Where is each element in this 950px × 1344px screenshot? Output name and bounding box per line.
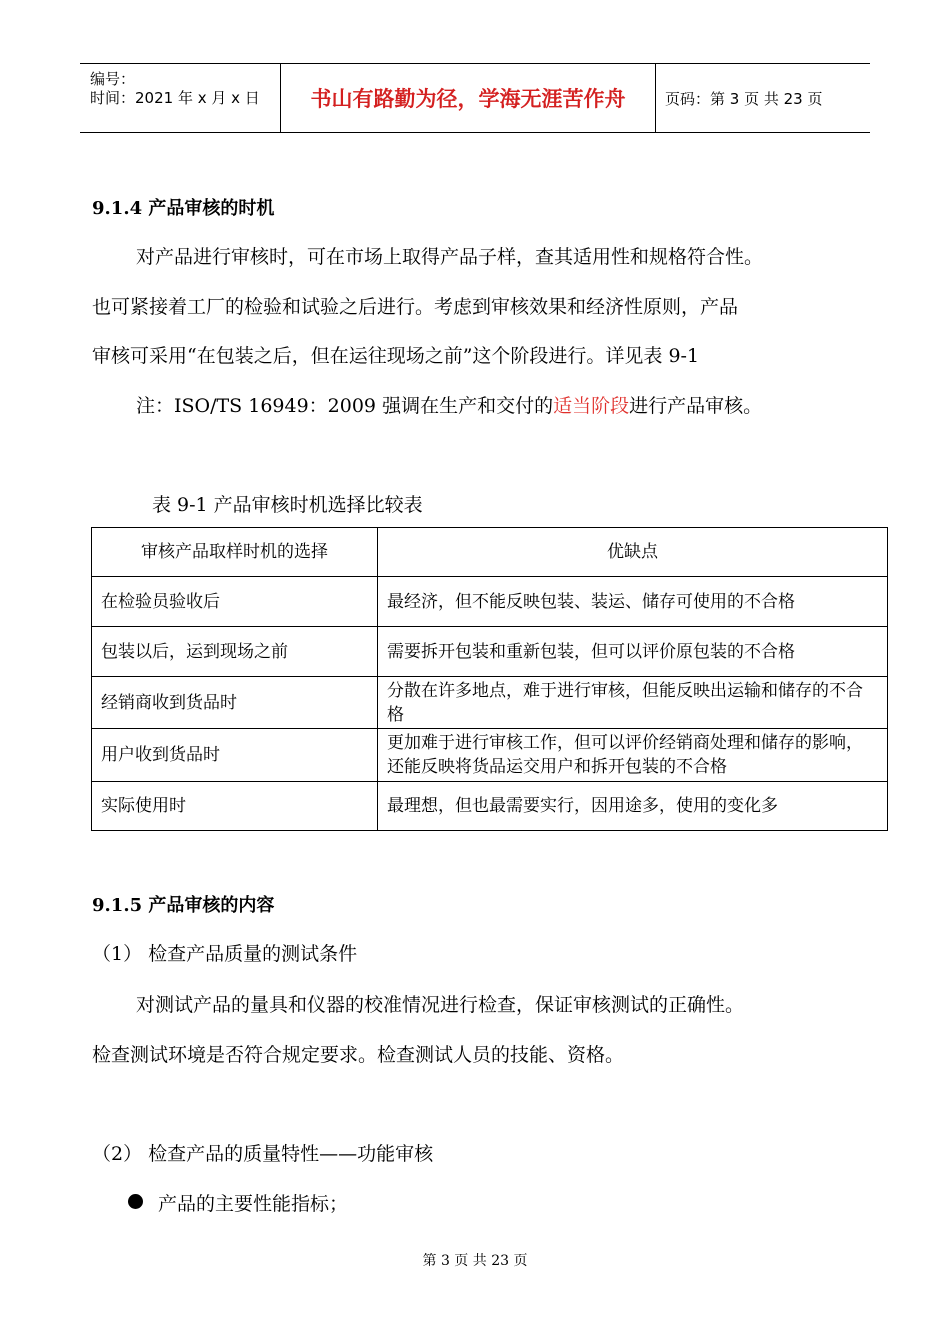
note-highlight: 适当阶段 <box>553 395 630 417</box>
section-heading-914: 9.1.4 产品审核的时机 <box>92 198 275 219</box>
note-paragraph <box>136 391 762 418</box>
table-header-row <box>92 528 888 577</box>
header-motto: 书山有路勤为径，学海无涯苦作舟 <box>280 64 656 132</box>
table-cell: 最理想，但也最需要实行，因用途多，使用的变化多 <box>378 782 888 831</box>
table-row <box>92 729 888 782</box>
paragraph-line: 对产品进行审核时，可在市场上取得产品子样，查其适用性和规格符合性。 <box>136 246 764 268</box>
header-page-info: 页码：第 3 页 共 23 页 <box>665 89 823 108</box>
comparison-table <box>91 527 888 831</box>
table-caption: 表 9-1 产品审核时机选择比较表 <box>152 494 423 516</box>
table-row <box>92 627 888 677</box>
note-suffix: 进行产品审核。 <box>629 395 763 417</box>
number-label: 编号： <box>90 70 136 88</box>
paragraph-line: 检查测试环境是否符合规定要求。检查测试人员的技能、资格。 <box>92 1044 625 1066</box>
header-meta <box>80 64 280 132</box>
table-cell: 更加难于进行审核工作，但可以评价经销商处理和储存的影响，还能反映将货品运交用户和拆开包装的不合格 <box>378 729 888 782</box>
section-heading-915: 9.1.5 产品审核的内容 <box>92 895 275 916</box>
table-row <box>92 677 888 729</box>
time-label: 时间：2021 年 x 月 x 日 <box>90 89 260 107</box>
table-cell: 实际使用时 <box>92 782 378 831</box>
table-row <box>92 782 888 831</box>
paragraph-line: 对测试产品的量具和仪器的校准情况进行检查，保证审核测试的正确性。 <box>136 994 745 1016</box>
table-cell: 经销商收到货品时 <box>92 677 378 729</box>
table-cell: 需要拆开包装和重新包装，但可以评价原包装的不合格 <box>378 627 888 677</box>
table-cell: 用户收到货品时 <box>92 729 378 782</box>
table-cell: 包装以后，运到现场之前 <box>92 627 378 677</box>
bullet-icon <box>128 1194 143 1209</box>
table-row <box>92 577 888 627</box>
list-item-heading: （1） 检查产品质量的测试条件 <box>92 943 358 965</box>
bullet-item: 产品的主要性能指标； <box>158 1193 349 1215</box>
table-header-cell: 审核产品取样时机的选择 <box>92 528 378 577</box>
paragraph-line: 审核可采用“在包装之后，但在运往现场之前”这个阶段进行。详见表 9-1 <box>92 345 700 367</box>
page-footer: 第 3 页 共 23 页 <box>422 1253 528 1269</box>
table-cell: 最经济，但不能反映包装、装运、储存可使用的不合格 <box>378 577 888 627</box>
table-header-cell: 优缺点 <box>378 528 888 577</box>
list-item-heading: （2） 检查产品的质量特性——功能审核 <box>92 1143 434 1165</box>
paragraph-line: 也可紧接着工厂的检验和试验之后进行。考虑到审核效果和经济性原则，产品 <box>92 296 739 318</box>
note-prefix: 注：ISO/TS 16949：2009 强调在生产和交付的 <box>136 395 554 417</box>
table-cell: 在检验员验收后 <box>92 577 378 627</box>
table-cell: 分散在许多地点，难于进行审核，但能反映出运输和储存的不合格 <box>378 677 888 729</box>
page-header <box>80 63 870 133</box>
